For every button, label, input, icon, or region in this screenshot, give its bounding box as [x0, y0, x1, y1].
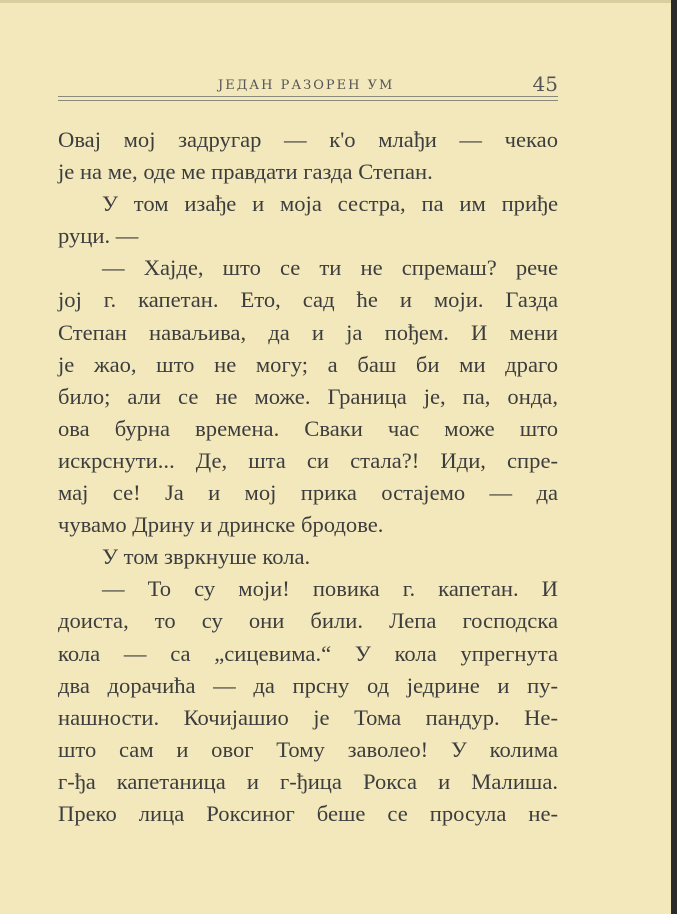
text-line: кола — са „сицевима.“ У кола упрегнута [58, 640, 558, 666]
text-line: Преко лица Роксиног беше се просула не- [58, 800, 558, 826]
text-line: чувамо Дрину и дринске бродове. [58, 512, 384, 538]
text-line: је жао, што не могу; а баш би ми драго [58, 351, 558, 377]
page-top-edge [0, 0, 677, 3]
header-rule-bottom [58, 100, 558, 101]
text-line: што сам и овог Тому заволео! У колима [58, 736, 558, 762]
text-line: У том изађе и моја сестра, па им приђе [102, 191, 558, 217]
text-line: нашности. Кочијашио је Тома пандур. Не- [58, 704, 558, 730]
text-line: ова бурна времена. Сваки час може што [58, 415, 558, 441]
text-line: два дорачића — да прсну од једрине и пу- [58, 672, 558, 698]
text-line: искрснути... Де, шта си стала?! Иди, спре- [58, 447, 558, 473]
page-number: 45 [532, 72, 558, 96]
text-line: — Хајде, што се ти не спремаш? рече [102, 255, 558, 281]
text-line: г-ђа капетаница и г-ђица Рокса и Малиша. [58, 768, 558, 794]
page-header [58, 72, 558, 102]
text-line: Овај мој задругар — к'о млађи — чекао [58, 127, 558, 152]
text-line: — То су моји! повика г. капетан. И [102, 576, 558, 602]
header-rule-top [58, 96, 558, 97]
running-title: ЈЕДАН РАЗОРЕН УМ [218, 78, 395, 93]
text-line: руци. — [58, 223, 139, 249]
text-line: Степан наваљива, да и ја пођем. И мени [58, 319, 558, 345]
text-line: је на ме, оде ме правдати газда Степан. [58, 159, 433, 185]
text-line: јој г. капетан. Ето, сад ће и моји. Газда [58, 287, 558, 313]
text-line: мај се! Ја и мој прика остајемо — да [58, 480, 558, 506]
page-right-edge [671, 0, 677, 914]
text-line: У том звркнуше кола. [102, 544, 311, 570]
text-line: доиста, то су они били. Лепа господска [58, 608, 558, 634]
text-line: било; али се не може. Граница је, па, онда, [58, 383, 558, 409]
body-text [58, 124, 558, 830]
